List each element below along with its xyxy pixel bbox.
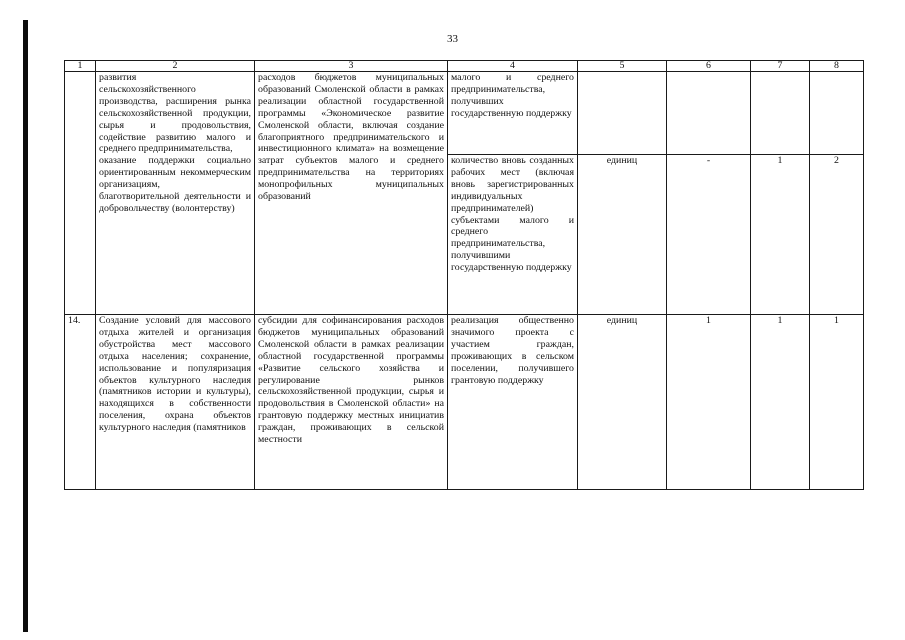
header-cell-5: 5: [578, 61, 667, 72]
header-cell-8: 8: [810, 61, 864, 72]
indicator-cell: реализация общественно значимого проекта с участием граждан, проживающих в сельском поселении, получившего грантовую поддержку: [448, 315, 578, 490]
row-number: [65, 72, 96, 315]
indicator-cell: малого и среднего предпринимательства, получивших государственную поддержку: [448, 72, 578, 155]
data-table: [64, 60, 864, 490]
table-row: [65, 315, 864, 490]
unit-cell: единиц: [578, 315, 667, 490]
value-cell: 2: [810, 155, 864, 315]
unit-cell: [578, 72, 667, 155]
funding-cell: субсидии для софинансирования расходов бюджетов муниципальных образований Смоленской области в рамках реализации областной государственной программы «Развитие сельского хозяйства и регулирование рынков сельскохозяйственной продукции, сырья и продовольствия в Смоленской области» на грантовую поддержку местных инициатив граждан, проживающих в сельской местности: [255, 315, 448, 490]
value-cell: [751, 72, 810, 155]
value-cell: 1: [810, 315, 864, 490]
table-row: [65, 72, 864, 155]
activity-cell: Создание условий для массового отдыха жителей и организация обустройства мест массового отдыха населения; сохранение, использование и популяризация объектов культурного наследия (памятников истории и культуры), находящихся в собственности поселения, охрана объектов культурного наследия (памятников: [96, 315, 255, 490]
value-cell: 1: [751, 155, 810, 315]
value-cell: -: [667, 155, 751, 315]
indicator-cell: количество вновь созданных рабочих мест (включая вновь зарегистрированных индивидуальных предпринимателей) субъектами малого и среднего предпринимательства, получившими государственную поддержку: [448, 155, 578, 315]
header-cell-4: 4: [448, 61, 578, 72]
page-number: 33: [447, 33, 458, 45]
value-cell: [667, 72, 751, 155]
header-cell-7: 7: [751, 61, 810, 72]
activity-cell: развития сельскохозяйственного производства, расширения рынка сельскохозяйственной продукции, сырья и продовольствия, содействие развитию малого и среднего предпринимательства, оказание поддержки социально ориентированным некоммерческим организациям, благотворительной деятельности и добровольчеству (волонтерству): [96, 72, 255, 315]
header-cell-2: 2: [96, 61, 255, 72]
header-cell-6: 6: [667, 61, 751, 72]
header-cell-3: 3: [255, 61, 448, 72]
header-row: [65, 61, 864, 72]
row-number: 14.: [65, 315, 96, 490]
value-cell: 1: [667, 315, 751, 490]
value-cell: 1: [751, 315, 810, 490]
funding-cell: расходов бюджетов муниципальных образований Смоленской области в рамках реализации областной государственной программы «Экономическое развитие Смоленской области, включая создание благоприятного предпринимательского и инвестиционного климата» на возмещение затрат субъектов малого и среднего предпринимательства на территориях монопрофильных муниципальных образований: [255, 72, 448, 315]
scan-edge-bar: [23, 20, 28, 632]
value-cell: [810, 72, 864, 155]
header-cell-1: 1: [65, 61, 96, 72]
unit-cell: единиц: [578, 155, 667, 315]
